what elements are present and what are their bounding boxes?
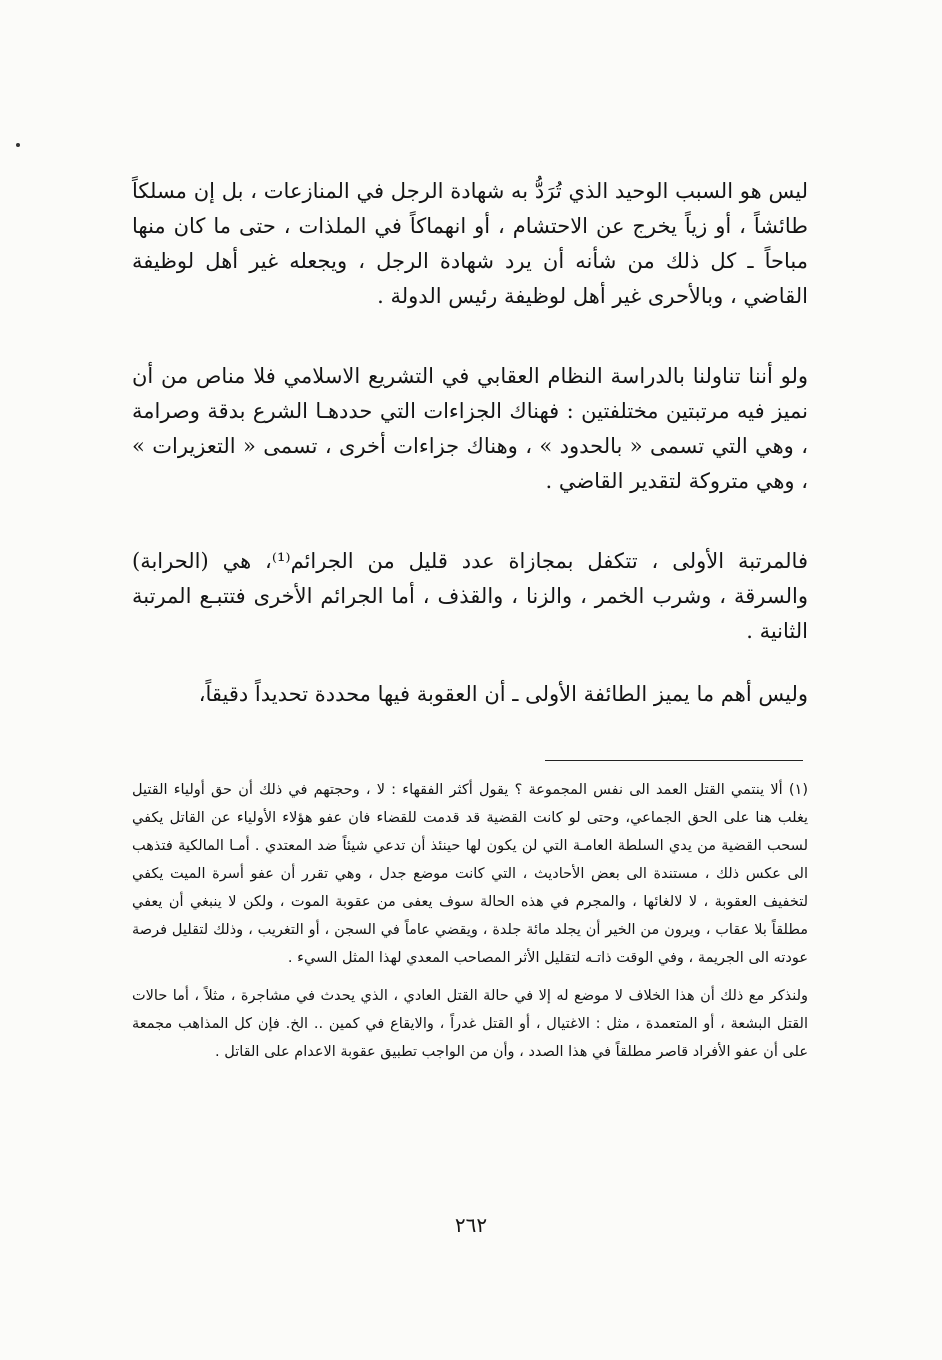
main-text [132, 174, 808, 712]
footnote-separator [545, 760, 803, 761]
footnote-1: (١) ألا ينتمي القتل العمد الى نفس المجموعة ؟ يقول أكثر الفقهاء : لا ، وحجتهم في ذلك أن حق أولياء القتيل يغلب هنا على الحق الجماعي، وحتى لو كانت القضية قد قدمت للقضاء فان عفو هؤلاء الأولياء عن القاتل يكفي لسحب القضية من يدي السلطة العامـة التي لن يكون لها حينئذ أن تدعي شيئاً ضد المعتدي . أمـا المالكية فتذهب الى عكس ذلك ، مستندة الى بعض الأحاديث ، التي كانت موضع جدل ، وهي تقرر أن عفو أسرة الميت يكفي لتخفيف العقوبة ، لا لالغائها ، والمجرم في هذه الحالة سوف يعفى من عقوبة الموت ، ولكن لا ينبغي أن يعفي مطلقاً بلا عقاب ، ويرون من الخير أن يجلد مائة جلدة ، ويقضي عاماً في السجن ، أو التغريب ، وذلك لتقليل فرصة عودته الى الجريمة ، وفي الوقت ذاتـه لتقليل الأثر المصاحب المعدي لهذا المثل السيء . [132, 782, 808, 966]
paragraph-3: فالمرتبة الأولى ، تتكفل بمجازاة عدد قليل من الجرائم⁽¹⁾، هي (الحرابة) والسرقة ، وشرب الخمر ، والزنا ، والقذف ، أما الجرائم الأخرى فتتبـع المرتبة الثانية . [132, 549, 808, 643]
paragraph-4: وليس أهم ما يميز الطائفة الأولى ـ أن العقوبة فيها محددة تحديداً دقيقاً، [198, 682, 808, 706]
page-number: ٢٦٢ [454, 1213, 488, 1237]
footnotes [132, 776, 808, 1066]
footnote-2: ولنذكر مع ذلك أن هذا الخلاف لا موضع له إلا في حالة القتل العادي ، الذي يحدث في مشاجرة ، مثلاً ، أما حالات القتل البشعة ، أو المتعمدة ، مثل : الاغتيال ، أو القتل غدراً ، والايقاع في كمين .. الخ. فإن كل المذاهب مجمعة على أن عفو الأفراد قاصر مطلقاً في هذا الصدد ، وأن من الواجب تطبيق عقوبة الاعدام على القاتل . [132, 988, 808, 1060]
paragraph-1: ليس هو السبب الوحيد الذي تُرَدُّ به شهادة الرجل في المنازعات ، بل إن مسلكاً طائشاً ، أو زياً يخرج عن الاحتشام ، أو انهماكاً في الملذات ، حتى ما كان منها مباحاً ـ كل ذلك من شأنه أن يرد شهادة الرجل ، ويجعله غير أهل لوظيفة القاضي ، وبالأحرى غير أهل لوظيفة رئيس الدولة . [132, 179, 808, 308]
scan-speck [16, 143, 20, 147]
paragraph-2: ولو أننا تناولنا بالدراسة النظام العقابي في التشريع الاسلامي فلا مناص من أن نميز فيه مرتبتين مختلفتين : فهناك الجزاءات التي حددهـا الشرع بدقة وصرامة ، وهي التي تسمى « بالحدود » ، وهناك جزاءات أخرى ، تسمى « التعزيرات » ، وهي متروكة لتقدير القاضي . [132, 364, 808, 493]
